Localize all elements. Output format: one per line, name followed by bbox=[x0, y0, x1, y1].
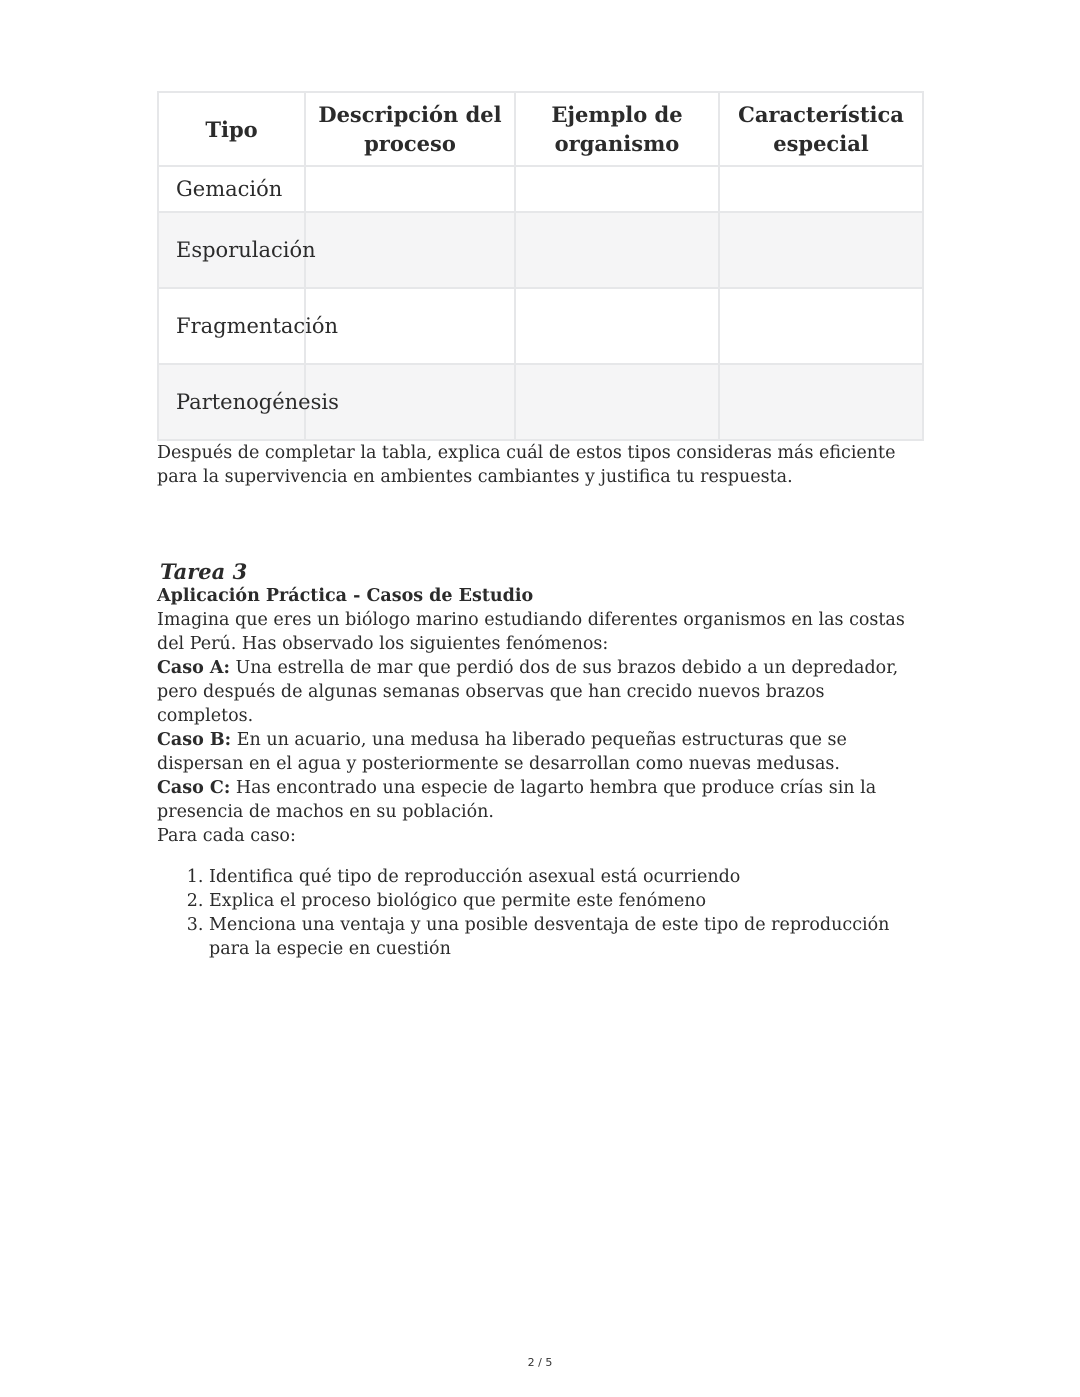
list-item: 2. Explica el proceso biológico que permite este fenómeno bbox=[209, 889, 924, 913]
case-a bbox=[157, 656, 924, 728]
task-title: Tarea 3 bbox=[160, 559, 248, 584]
case-b-text: En un acuario, una medusa ha liberado pequeñas estructuras que se dispersan en el agua y posteriormente se desarrollan como nuevas medusas. bbox=[157, 730, 847, 774]
task-subtitle: Aplicación Práctica - Casos de Estudio bbox=[157, 586, 534, 606]
table-followup-question: Después de completar la tabla, explica cuál de estos tipos consideras más eficiente para la supervivencia en ambientes cambiantes y justifica tu respuesta. bbox=[157, 443, 896, 487]
header-ejemplo: Ejemplo de organismo bbox=[515, 92, 719, 166]
row-label: Esporulación bbox=[158, 212, 305, 288]
row-label: Gemación bbox=[158, 166, 305, 212]
blank-cell bbox=[719, 288, 923, 364]
case-b bbox=[157, 728, 924, 776]
row-label: Partenogénesis bbox=[158, 364, 305, 440]
header-caracteristica: Característica especial bbox=[719, 92, 923, 166]
case-c-label: Caso C: bbox=[157, 778, 231, 798]
blank-cell bbox=[515, 212, 719, 288]
blank-cell bbox=[719, 364, 923, 440]
case-a-text: Una estrella de mar que perdió dos de sus brazos debido a un depredador, pero después de algunas semanas observas que han crecido nuevos brazos completos. bbox=[157, 658, 899, 726]
table-row bbox=[158, 288, 923, 364]
blank-cell bbox=[515, 288, 719, 364]
row-label: Fragmentación bbox=[158, 288, 305, 364]
reproduction-types-table bbox=[157, 91, 924, 441]
blank-cell bbox=[515, 166, 719, 212]
case-b-label: Caso B: bbox=[157, 730, 232, 750]
blank-cell bbox=[305, 212, 515, 288]
blank-cell bbox=[719, 212, 923, 288]
case-c-text: Has encontrado una especie de lagarto hembra que produce crías sin la presencia de machos en su población. bbox=[157, 778, 877, 822]
header-descripcion: Descripción del proceso bbox=[305, 92, 515, 166]
task-intro: Imagina que eres un biólogo marino estudiando diferentes organismos en las costas del Perú. Has observado los siguientes fenómenos: bbox=[157, 610, 905, 654]
list-item: 3. Menciona una ventaja y una posible desventaja de este tipo de reproducción para la especie en cuestión bbox=[209, 913, 924, 961]
case-c bbox=[157, 776, 924, 824]
table-row bbox=[158, 166, 923, 212]
page-indicator: 2 / 5 bbox=[527, 1356, 553, 1369]
steps-list bbox=[157, 865, 924, 961]
header-tipo: Tipo bbox=[158, 92, 305, 166]
blank-cell bbox=[515, 364, 719, 440]
for-each-case: Para cada caso: bbox=[157, 826, 296, 846]
blank-cell bbox=[305, 166, 515, 212]
document-page bbox=[157, 91, 924, 961]
table-header-row bbox=[158, 92, 923, 166]
blank-cell bbox=[719, 166, 923, 212]
table-row bbox=[158, 364, 923, 440]
list-item: 1. Identifica qué tipo de reproducción asexual está ocurriendo bbox=[209, 865, 924, 889]
case-a-label: Caso A: bbox=[157, 658, 230, 678]
table-row bbox=[158, 212, 923, 288]
